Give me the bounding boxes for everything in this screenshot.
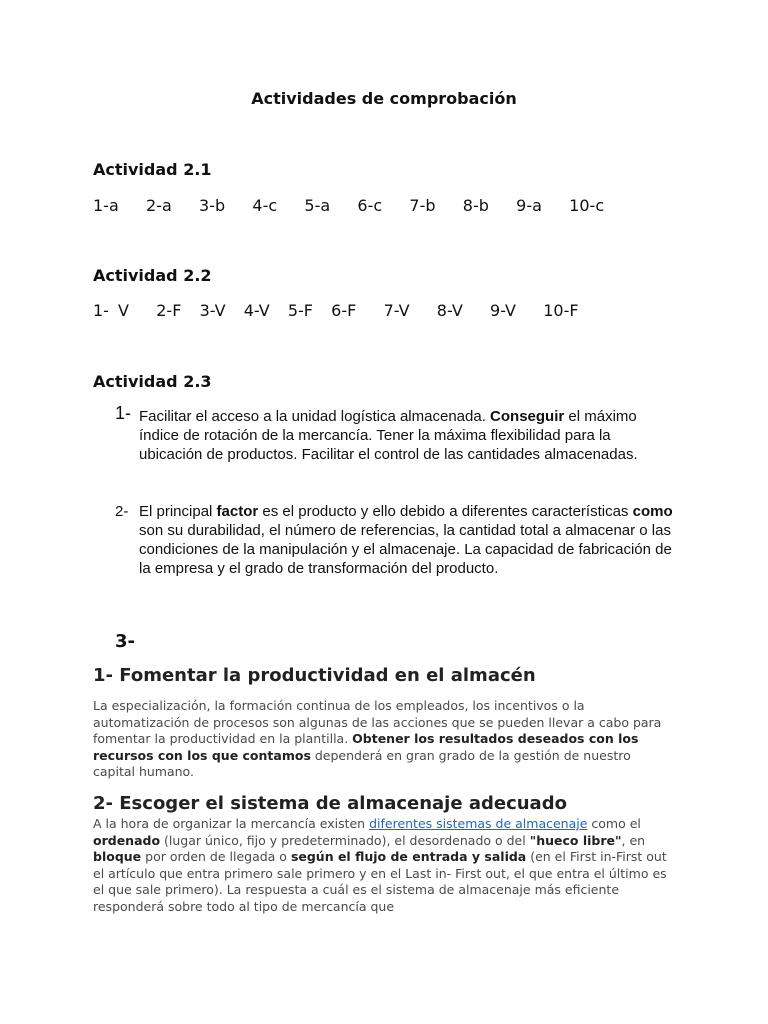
section-2-paragraph: A la hora de organizar la mercancía existen diferentes sistemas de almacenaje como el ordenado (lugar único, fijo y predeterminado), el desordenado o del "hueco libre", en bloque por orden de llegada o según el flujo de entrada y salida (en el First in-First out el artículo que entra primero sale primero y en el Last in- First out, el que entra el último es el que sale primero). La respuesta a cuál es el sistema de almacenaje más eficiente responderá sobre todo al tipo de mercancía que: [93, 816, 667, 914]
list-item-text: Facilitar el acceso a la unidad logística almacenada. Conseguir el máximo índice de rotación de la mercancía. Tener la máxima flexibilidad para la ubicación de productos. Facilitar el control de las cantidades almacenadas.: [139, 408, 638, 463]
actividad-2-2-heading: Actividad 2.2: [93, 266, 212, 285]
list-item: [115, 502, 675, 578]
list-item-number: 1-: [115, 403, 132, 423]
list-item-number: 2-: [115, 503, 129, 520]
page-title: Actividades de comprobación: [251, 89, 517, 108]
list-item-text: El principal factor es el producto y ello debido a diferentes características como son su durabilidad, el número de referencias, la cantidad total a almacenar o las condiciones de la manipulación y el almacenaje. La capacidad de fabricación de la empresa y el grado de transformación del producto.: [139, 503, 673, 577]
list-item: [115, 403, 675, 464]
actividad-2-2-answers: 1- V 2-F 3-V 4-V 5-F 6-F 7-V 8-V 9-V 10-F: [93, 301, 579, 320]
section-1-paragraph: La especialización, la formación continua de los empleados, los incentivos o la automatización de procesos son algunas de las acciones que se pueden llevar a cabo para fomentar la productividad en la plantilla. Obtener los resultados deseados con los recursos con los que contamos dependerá en gran grado de la gestión de nuestro capital humano.: [93, 698, 662, 779]
almacenaje-link[interactable]: diferentes sistemas de almacenaje: [369, 816, 588, 831]
item-3-label: 3-: [115, 631, 135, 652]
actividad-2-1-answers: 1-a 2-a 3-b 4-c 5-a 6-c 7-b 8-b 9-a 10-c: [93, 196, 605, 215]
actividad-2-3-heading: Actividad 2.3: [93, 372, 212, 391]
actividad-2-1-heading: Actividad 2.1: [93, 160, 212, 179]
section-2-heading: 2- Escoger el sistema de almacenaje adecuado: [93, 793, 567, 814]
section-1-heading: 1- Fomentar la productividad en el almacén: [93, 665, 536, 686]
